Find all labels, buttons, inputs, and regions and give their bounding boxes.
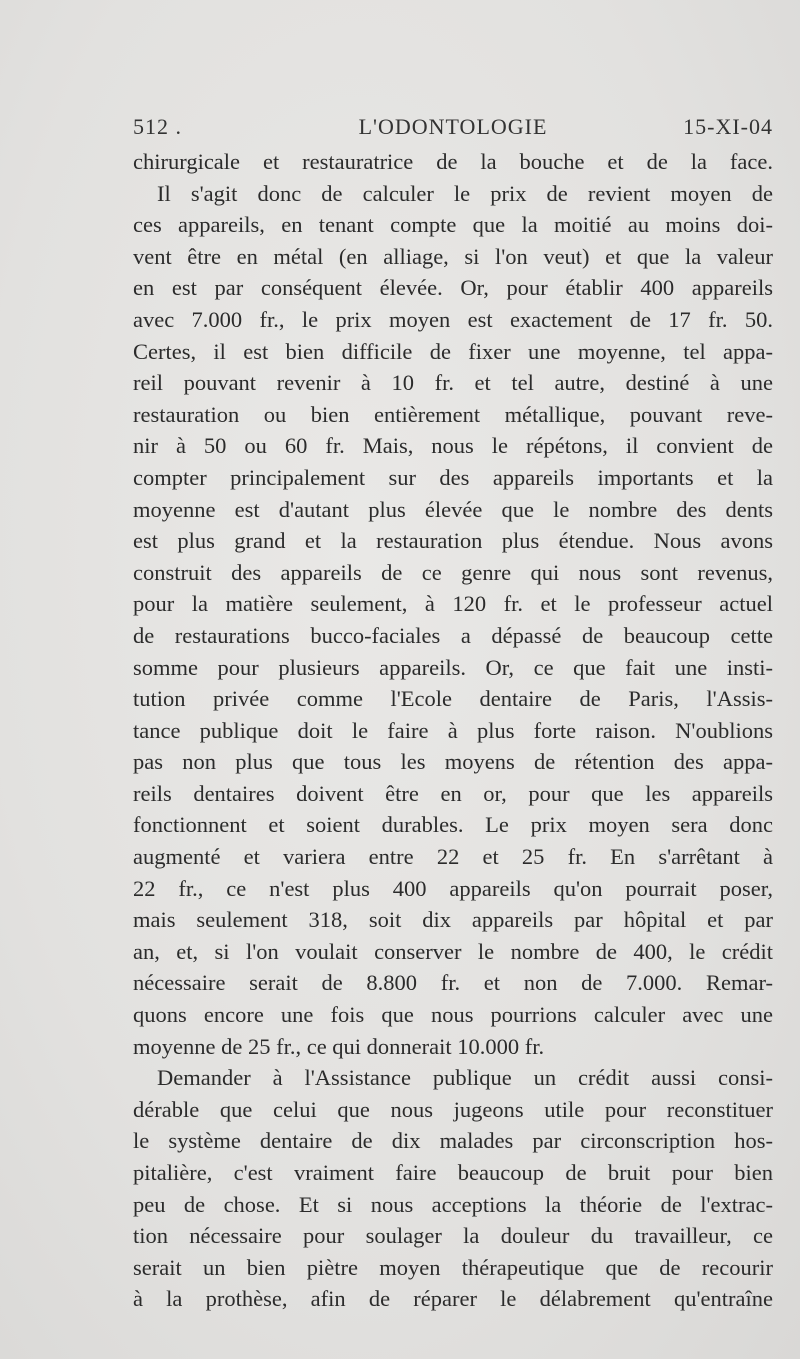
text-line: tion nécessaire pour soulager la douleur du travailleur, ce bbox=[133, 1223, 773, 1249]
issue-date: 15-XI-04 bbox=[683, 114, 773, 139]
text-line: pour la matière seulement, à 120 fr. et le professeur actuel bbox=[133, 591, 773, 617]
text-line: nécessaire serait de 8.800 fr. et non de 7.000. Remar- bbox=[133, 970, 773, 996]
text-line: nir à 50 ou 60 fr. Mais, nous le répétons, il convient de bbox=[133, 433, 773, 459]
text-line: Demander à l'Assistance publique un crédit aussi consi- bbox=[157, 1065, 773, 1091]
text-line: Certes, il est bien difficile de fixer une moyenne, tel appa- bbox=[133, 338, 773, 364]
text-line: peu de chose. Et si nous acceptions la théorie de l'extrac- bbox=[133, 1191, 773, 1217]
text-line: pitalière, c'est vraiment faire beaucoup de bruit pour bien bbox=[133, 1160, 773, 1185]
body-text bbox=[133, 146, 773, 1315]
text-line: avec 7.000 fr., le prix moyen est exactement de 17 fr. 50. bbox=[133, 306, 773, 332]
text-line: reils dentaires doivent être en or, pour que les appareils bbox=[133, 780, 773, 806]
text-line: en est par conséquent élevée. Or, pour établir 400 appareils bbox=[133, 275, 773, 301]
text-line: tution privée comme l'Ecole dentaire de Paris, l'Assis- bbox=[133, 686, 773, 712]
text-line: moyenne est d'autant plus élevée que le nombre des dents bbox=[133, 496, 773, 522]
text-line: est plus grand et la restauration plus étendue. Nous avons bbox=[133, 528, 773, 554]
text-line: an, et, si l'on voulait conserver le nombre de 400, le crédit bbox=[133, 938, 773, 964]
text-line: Il s'agit donc de calculer le prix de revient moyen de bbox=[157, 180, 773, 206]
text-line: construit des appareils de ce genre qui nous sont revenus, bbox=[133, 559, 773, 585]
page-number: 512 . bbox=[133, 114, 182, 139]
text-line: vent être en métal (en alliage, si l'on veut) et que la valeur bbox=[133, 243, 773, 269]
text-line: moyenne de 25 fr., ce qui donnerait 10.000 fr. bbox=[133, 1033, 545, 1059]
text-line: fonctionnent et soient durables. Le prix moyen sera donc bbox=[133, 812, 773, 838]
text-line: de restaurations bucco-faciales a dépassé de beaucoup cette bbox=[133, 622, 773, 648]
text-line: compter principalement sur des appareils importants et la bbox=[133, 464, 773, 490]
text-line: pas non plus que tous les moyens de rétention des appa- bbox=[133, 749, 773, 775]
text-line: chirurgicale et restauratrice de la bouche et de la face. bbox=[133, 149, 773, 174]
text-line: restauration ou bien entièrement métallique, pouvant reve- bbox=[133, 401, 773, 427]
text-line: tance publique doit le faire à plus forte raison. N'oublions bbox=[133, 717, 773, 743]
text-line: quons encore une fois que nous pourrions calculer avec une bbox=[133, 1002, 773, 1028]
text-line: ces appareils, en tenant compte que la moitié au moins doi- bbox=[133, 212, 773, 238]
text-line: dérable que celui que nous jugeons utile pour reconstituer bbox=[133, 1096, 773, 1122]
journal-title: L'ODONTOLOGIE bbox=[358, 114, 548, 139]
text-line: à la prothèse, afin de réparer le délabrement qu'entraîne bbox=[133, 1286, 773, 1312]
running-header bbox=[133, 114, 773, 144]
text-line: 22 fr., ce n'est plus 400 appareils qu'on pourrait poser, bbox=[133, 875, 773, 901]
text-line: le système dentaire de dix malades par circonscription hos- bbox=[133, 1128, 773, 1154]
text-line: serait un bien piètre moyen thérapeutique que de recourir bbox=[133, 1254, 773, 1280]
text-line: reil pouvant revenir à 10 fr. et tel autre, destiné à une bbox=[133, 370, 773, 396]
text-line: mais seulement 318, soit dix appareils par hôpital et par bbox=[133, 907, 773, 933]
text-line: somme pour plusieurs appareils. Or, ce que fait une insti- bbox=[133, 654, 773, 680]
text-line: augmenté et variera entre 22 et 25 fr. En s'arrêtant à bbox=[133, 844, 773, 870]
